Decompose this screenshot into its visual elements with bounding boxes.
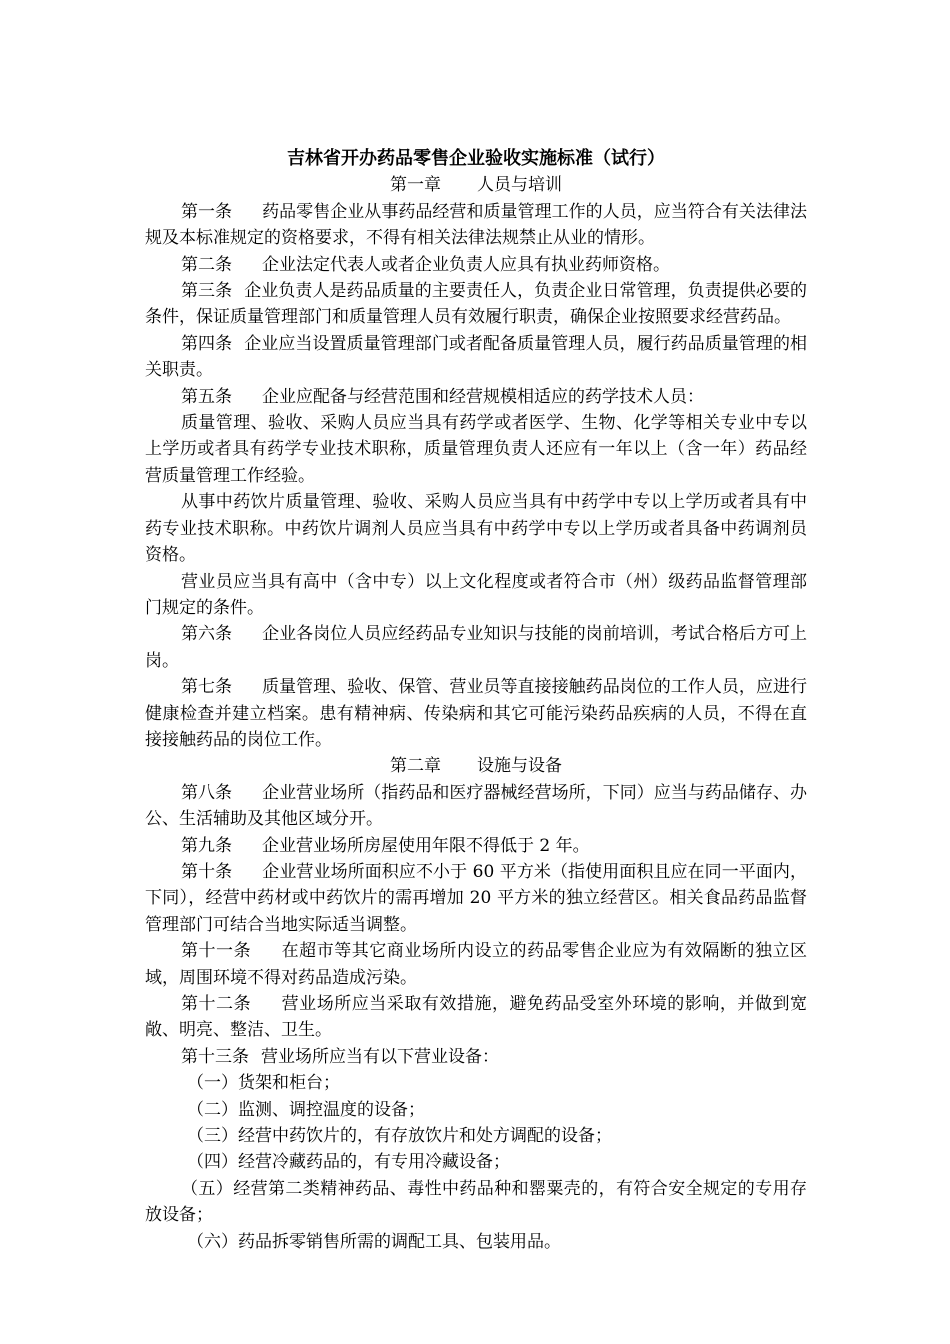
chapter-name: 设施与设备	[477, 756, 562, 777]
article-text: 企业各岗位人员应经药品专业知识与技能的岗前培训，考试合格后方可上岗。	[145, 624, 808, 671]
article-label: 第十二条	[181, 994, 252, 1014]
article-label: 第九条	[181, 835, 232, 856]
article-text: 在超市等其它商业场所内设立的药品零售企业应为有效隔断的独立区域，周围环境不得对药品造成污染。	[145, 941, 808, 988]
article-text: 质量管理、验收、保管、营业员等直接接触药品岗位的工作人员，应进行健康检查并建立档案。患有精神病、传染病和其它可能污染药品疾病的人员，不得在直接接触药品的岗位工作。	[145, 677, 808, 750]
chapter-heading-2	[145, 753, 807, 779]
article-text: 营业场所应当采取有效措施，避免药品受室外环境的影响，并做到宽敞、明亮、整洁、卫生。	[145, 994, 808, 1041]
article-label: 第四条	[181, 333, 233, 354]
list-item: （三）经营中药饮片的，有存放饮片和处方调配的设备；	[187, 1126, 612, 1147]
article-label: 第八条	[181, 782, 233, 803]
list-item: （一）货架和柜台；	[187, 1073, 340, 1094]
article-4	[145, 331, 807, 384]
article-text: 企业营业场所面积应不小于 60 平方米（指使用面积且应在同一平面内，下同），经营中药材或中药饮片的需再增加 20 平方米的独立经营区。相关食品药品监督管理部门可结合当地实际适当调整。	[145, 861, 807, 935]
article-5-paragraph-c: 营业员应当具有高中（含中专）以上文化程度或者符合市（州）级药品监督管理部门规定的条件。	[145, 571, 807, 618]
chapter-name: 人员与培训	[477, 175, 562, 196]
article-label: 第七条	[181, 677, 233, 698]
article-label: 第二条	[181, 254, 232, 275]
article-13	[145, 1044, 807, 1070]
article-7	[145, 674, 807, 753]
article-5-paragraph-b: 从事中药饮片质量管理、验收、采购人员应当具有中药学中专以上学历或者具有中药专业技术职称。中药饮片调剂人员应当具有中药学中专以上学历或者具备中药调剂员资格。	[145, 492, 807, 566]
list-item: （五）经营第二类精神药品、毒性中药品种和罂粟壳的，有符合安全规定的专用存放设备；	[145, 1178, 807, 1226]
article-6	[145, 621, 807, 674]
article-label: 第十三条	[181, 1046, 249, 1067]
article-3	[145, 278, 807, 331]
article-2	[145, 252, 807, 278]
article-text: 企业负责人是药品质量的主要责任人，负责企业日常管理，负责提供必要的条件，保证质量管理部门和质量管理人员有效履行职责，确保企业按照要求经营药品。	[145, 281, 808, 328]
article-9	[145, 833, 807, 859]
document-page	[145, 146, 807, 1255]
article-text: 企业应配备与经营范围和经营规模相适应的药学技术人员：	[262, 386, 704, 407]
article-5-paragraph-a: 质量管理、验收、采购人员应当具有药学或者医学、生物、化学等相关专业中专以上学历或者具有药学专业技术职称，质量管理负责人还应有一年以上（含一年）药品经营质量管理工作经验。	[145, 413, 807, 486]
article-1	[145, 199, 807, 252]
article-5	[145, 384, 807, 410]
article-text: 企业应当设置质量管理部门或者配备质量管理人员，履行药品质量管理的相关职责。	[145, 333, 808, 381]
article-label: 第五条	[181, 386, 232, 407]
article-text: 企业营业场所房屋使用年限不得低于 2 年。	[262, 835, 590, 856]
chapter-heading-1	[145, 172, 807, 198]
article-label: 第六条	[181, 624, 233, 645]
article-label: 第十一条	[181, 941, 252, 962]
chapter-number: 第一章	[390, 175, 441, 196]
article-text: 企业营业场所（指药品和医疗器械经营场所，下同）应当与药品储存、办公、生活辅助及其他区域分开。	[145, 782, 808, 830]
document-title: 吉林省开办药品零售企业验收实施标准（试行）	[287, 148, 665, 169]
article-8	[145, 780, 807, 833]
article-12	[145, 991, 807, 1044]
article-text: 药品零售企业从事药品经营和质量管理工作的人员，应当符合有关法律法规及本标准规定的资格要求，不得有相关法律法规禁止从业的情形。	[145, 201, 808, 249]
article-text: 企业法定代表人或者企业负责人应具有执业药师资格。	[262, 254, 670, 275]
list-item: （二）监测、调控温度的设备；	[187, 1099, 425, 1120]
article-label: 第三条	[181, 281, 233, 302]
article-10	[145, 859, 807, 938]
article-label: 第一条	[181, 201, 233, 222]
list-item: （六）药品拆零销售所需的调配工具、包装用品。	[187, 1231, 561, 1252]
article-label: 第十条	[181, 861, 233, 882]
list-item: （四）经营冷藏药品的，有专用冷藏设备；	[187, 1152, 510, 1173]
article-11	[145, 938, 807, 991]
chapter-number: 第二章	[390, 756, 441, 777]
article-text: 营业场所应当有以下营业设备：	[261, 1046, 499, 1067]
